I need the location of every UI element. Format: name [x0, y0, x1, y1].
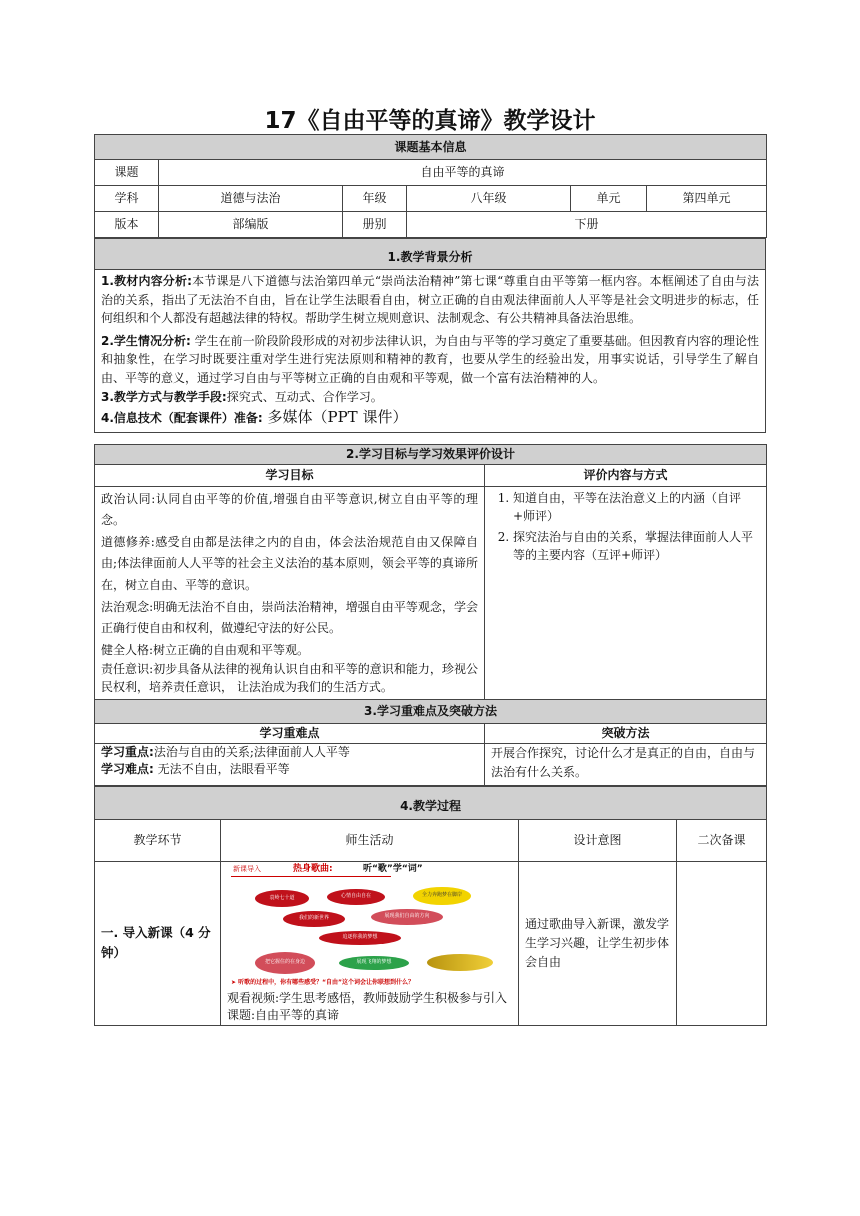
song-oval-1: 袁岭七十道: [255, 890, 309, 907]
basic-info-table: [94, 134, 767, 238]
song-oval-4: 我们的新世界: [283, 911, 345, 927]
teaching-method: 3.教学方式与教学手段:探究式、互动式、合作学习。: [101, 389, 383, 404]
intent-text: 通过歌曲导入新课，激发学生学习兴趣，让学生初步体会自由: [519, 862, 677, 1026]
process-table: [94, 786, 767, 1026]
edition-value: 部编版: [159, 212, 343, 238]
process-col-intent: 设计意图: [519, 820, 677, 862]
edition-label: 版本: [95, 212, 159, 238]
background-header: 1.教学背景分析: [95, 239, 766, 270]
key-point: 学习重点:法治与自由的关系;法律面前人人平等: [101, 745, 350, 759]
goal-political: 政治认同:认同自由平等的价值,增强自由平等意识,树立自由平等的理念。: [101, 491, 478, 528]
volume-value: 下册: [407, 212, 767, 238]
evaluation-item-1: 1. 知道自由，平等在法治意义上的内涵（自评+师评）: [513, 489, 760, 526]
evaluation-item-2: 2. 探究法治与自由的关系，掌握法律面前人人平等的主要内容（互评+师评）: [513, 528, 760, 565]
song-slide-image: [227, 864, 513, 990]
second-prep-cell: [677, 862, 767, 1026]
step-intro: 一. 导入新课（4 分钟）: [95, 862, 221, 1026]
activity-text: 观看视频:学生思考感悟，教师鼓励学生积极参与引入课题:自由平等的真谛: [227, 991, 508, 1023]
process-header: 4.教学过程: [95, 787, 767, 820]
basic-info-header: 课题基本信息: [95, 135, 767, 160]
it-preparation: 4.信息技术（配套课件）准备: 多媒体（PPT 课件）: [101, 408, 408, 427]
goals-table: [94, 444, 767, 702]
background-table: [94, 238, 766, 433]
song-oval-7: 把它握住的在身边: [255, 952, 315, 974]
grade-label: 年级: [343, 186, 407, 212]
song-oval-6: 追逐你我的梦想: [319, 931, 401, 945]
slide-question: ➤ 听歌的过程中，你有哪些感受？“自由”这个词会让你联想到什么？: [231, 979, 415, 986]
goals-col-title: 学习目标: [95, 464, 485, 486]
process-col-activity: 师生活动: [221, 820, 519, 862]
subject-label: 学科: [95, 186, 159, 212]
student-analysis: 2.学生情况分析: 学生在前一阶段阶段形成的对初步法律认识，为自由与平等的学习奠定了重要基础。但因教育内容的理论性和抽象性，在学习时既要注重对学生进行宪法原则和精神的教育，也要从学生的经验出发，用事实说话，引导学生了解自由、平等的意义，通过学习自由与平等树立正确的自由观和平等观，做一个富有法治精神的人。: [101, 333, 759, 385]
page-title: 17《自由平等的真谛》教学设计: [264, 108, 596, 134]
subject-value: 道德与法治: [159, 186, 343, 212]
unit-label: 单元: [571, 186, 647, 212]
unit-value: 第四单元: [647, 186, 767, 212]
goal-personality: 健全人格:树立正确的自由观和平等观。: [101, 642, 310, 657]
song-oval-9: [427, 954, 493, 971]
breakthrough-method: 开展合作探究，讨论什么才是真正的自由，自由与法治有什么关系。: [485, 744, 767, 786]
difficult-point: 学习难点: 无法不自由，法眼看平等: [101, 762, 290, 777]
key-col-title: 学习重难点: [95, 724, 485, 744]
volume-label: 册别: [343, 212, 407, 238]
grade-value: 八年级: [407, 186, 571, 212]
goal-moral: 道德修养:感受自由都是法律之内的自由，体会法治规范自由又保障自由;体法律面前人人平等的社会主义法治的基本原则，领会平等的真谛所在，树立自由、平等的意识。: [101, 534, 478, 592]
goal-responsibility: 责任意识:初步具备从法律的视角认识自由和平等的意识和能力，珍视公民权利，培养责任意识， 让法治成为我们的生活方式。: [101, 662, 478, 694]
key-points-header: 3.学习重难点及突破方法: [95, 700, 767, 724]
song-oval-2: 心情自由自在: [327, 889, 385, 905]
key-points-table: [94, 699, 767, 786]
process-col-step: 教学环节: [95, 820, 221, 862]
topic-value: 自由平等的真谛: [159, 160, 767, 186]
song-oval-8: 展现飞翔的梦想: [339, 956, 409, 970]
goal-law: 法治观念:明确无法治不自由，崇尚法治精神，增强自由平等观念，学会正确行使自由和权利，做遵纪守法的好公民。: [101, 599, 478, 636]
process-col-second: 二次备课: [677, 820, 767, 862]
goals-header: 2.学习目标与学习效果评价设计: [95, 445, 767, 465]
material-analysis: 1.教材内容分析:本节课是八下道德与法治第四单元“崇尚法治精神”第七课“尊重自由平等第一框内容。本框阐述了自由与法治的关系，指出了无法治不自由，旨在让学生法眼看自由，树立正确的自由观法律面前人人平等是社会文明进步的标志，任何组织和个人都没有超越法律的特权。帮助学生树立规则意识、法制观念、有公共精神具备法治思维。: [101, 274, 759, 326]
slide-heading: 热身歌曲:: [293, 864, 333, 874]
topic-label: 课题: [95, 160, 159, 186]
evaluation-col-title: 评价内容与方式: [485, 464, 767, 486]
method-col-title: 突破方法: [485, 724, 767, 744]
slide-title: 听“歌”学“词”: [363, 864, 423, 874]
song-oval-5: 展现我们自由的方向: [371, 909, 443, 925]
slide-tag: 新课导入: [233, 865, 261, 873]
song-oval-3: 全力奔跑梦在脚岸: [413, 887, 471, 905]
